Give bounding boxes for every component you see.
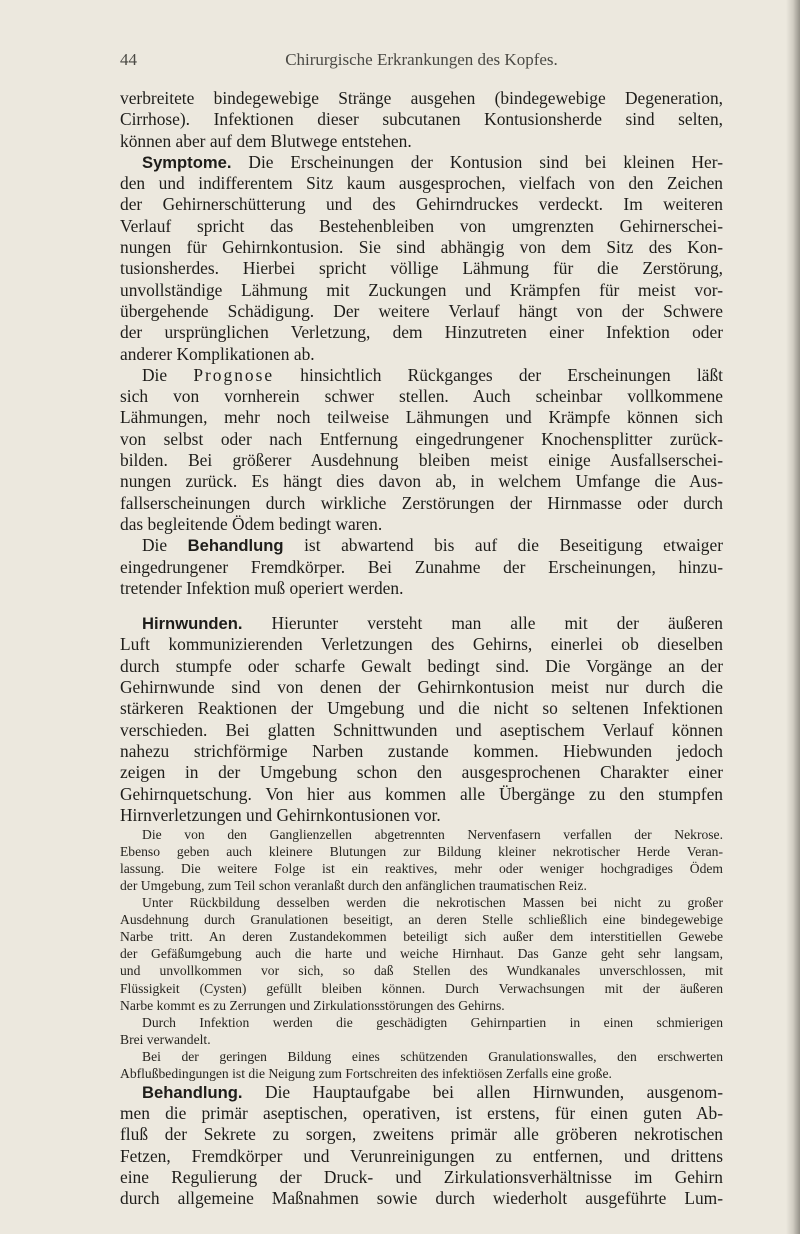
text-line: der ursprünglichen Verletzung, dem Hinzutreten einer Infektion oder xyxy=(120,322,723,343)
text-line: anderer Komplikationen ab. xyxy=(120,343,315,364)
smallprint-infektion-last xyxy=(120,1031,723,1048)
text-line: eingedrungener Fremdkörper. Bei Zunahme der Erscheinungen, hinzu- xyxy=(120,556,723,577)
text-line: Durch Infektion werden die geschädigten Gehirnpartien in einen schmierigen xyxy=(142,1014,723,1030)
smallprint-nekrose xyxy=(120,826,723,877)
text-line: stärkeren Reaktionen der Umgebung und die nicht so seltenen Infektionen xyxy=(120,698,723,719)
text-line: Ausdehnung durch Granulationen beseitigt, an deren Stelle schließlich eine bindegewebige xyxy=(120,912,723,928)
text-line: Die Hauptaufgabe bei allen Hirnwunden, ausgenom- xyxy=(242,1081,723,1102)
text-line: Hierunter versteht man alle mit der äußeren xyxy=(242,613,723,634)
paragraph-behandlung xyxy=(120,535,723,578)
page-header xyxy=(120,50,723,72)
paragraph-behandlung-hirnwunden xyxy=(120,1082,723,1210)
text-line: tusionsherdes. Hierbei spricht völlige Lähmung für die Zerstörung, xyxy=(120,258,723,279)
text-line: Luft kommunizierenden Verletzungen des Gehirns, einerlei ob dieselben xyxy=(120,634,723,655)
paragraph-intro-last xyxy=(120,131,723,152)
text-line: tretender Infektion muß operiert werden. xyxy=(120,577,404,598)
text-line: fallserscheinungen durch wirkliche Zerstörungen der Hirnmasse oder durch xyxy=(120,492,723,513)
text-line: verbreitete bindegewebige Stränge ausgehen (bindegewebige Degeneration, xyxy=(120,88,723,108)
text-line: Unter Rückbildung desselben werden die nekrotischen Massen bei nicht zu großer xyxy=(142,895,723,911)
text-line: ist abwartend bis auf die Beseitigung etwaiger xyxy=(283,535,723,556)
text-line: das begleitende Ödem bedingt waren. xyxy=(120,513,383,534)
text-line: der Gehirnerschütterung und des Gehirndruckes verdeckt. Im weiteren xyxy=(120,194,723,215)
text-line: Verlauf spricht das Bestehenbleiben von umgrenzten Gehirnerschei- xyxy=(120,215,723,236)
text-line: Gehirnquetschung. Von hier aus kommen alle Übergänge zu den stumpfen xyxy=(120,783,723,804)
paragraph-symptome-last xyxy=(120,344,723,365)
paragraph-hirnwunden xyxy=(120,613,723,805)
paragraph-behandlung-last xyxy=(120,578,723,599)
keyword-behandlung: Behandlung xyxy=(187,536,284,556)
text-line: Bei der geringen Bildung eines schützenden Granulationswalles, den erschwerten xyxy=(142,1048,723,1064)
text-line: verschieden. Bei glatten Schnittwunden und aseptischem Verlauf können xyxy=(120,719,723,740)
text-line: Flüssigkeit (Cysten) gefüllt bleiben können. Durch Verwachsungen mit der äußeren xyxy=(120,980,723,996)
text-line: zeigen in der Umgebung schon den ausgesprochenen Charakter einer xyxy=(120,762,723,783)
main-text xyxy=(120,88,723,1210)
heading-symptome: Symptome. xyxy=(142,152,232,172)
smallprint-infektion xyxy=(120,1014,723,1031)
text-line: nahezu strichförmige Narben zustande kommen. Hiebwunden jedoch xyxy=(120,740,723,761)
text-line: Gehirnwunde sind von denen der Gehirnkontusion meist nur durch die xyxy=(120,677,723,698)
paragraph-hirnwunden-last xyxy=(120,805,723,826)
text-line: Ebenso geben auch kleinere Blutungen zur Bildung kleiner nekrotischer Herde Veran- xyxy=(120,844,723,860)
keyword-prognose: Prognose xyxy=(193,364,275,385)
text-line: Narbe kommt es zu Zerrungen und Zirkulationsstörungen des Gehirns. xyxy=(120,997,505,1013)
text-line: Narbe tritt. An deren Zustandekommen beteiligt sich außer dem interstitiellen Gewebe xyxy=(120,929,723,945)
text-line: Hirnverletzungen und Gehirnkontusionen vor. xyxy=(120,804,441,825)
text-line: Die xyxy=(142,535,188,556)
text-line: Die von den Ganglienzellen abgetrennten Nervenfasern verfallen der Nekrose. xyxy=(142,827,723,843)
text-line: durch stumpfe oder scharfe Gewalt bedingt sind. Die Vorgänge an der xyxy=(120,655,723,676)
text-line: unvollständige Lähmung mit Zuckungen und Krämpfen für meist vor- xyxy=(120,279,723,300)
text-line: Abflußbedingungen ist die Neigung zum Fortschreiten des infektiösen Zerfalls eine große. xyxy=(120,1065,612,1081)
heading-behandlung: Behandlung. xyxy=(142,1082,243,1102)
text-line: Die Erscheinungen der Kontusion sind bei kleinen Her- xyxy=(231,151,723,172)
text-line: und unvollkommen vor sich, so daß Stellen des Wundkanales unverschlossen, mit xyxy=(120,963,723,979)
text-line: lassung. Die weitere Folge ist ein reaktives, mehr oder weniger hochgradiges Ödem xyxy=(120,861,723,877)
paragraph-prognose xyxy=(120,365,723,514)
text-line: von selbst oder nach Entfernung eingedrungener Knochensplitter zurück- xyxy=(120,428,723,449)
text-line: Brei verwandelt. xyxy=(120,1031,211,1047)
text-line: sich von vornherein schwer stellen. Auch scheinbar vollkommene xyxy=(120,386,723,407)
text-line: nungen für Gehirnkontusion. Sie sind abhängig von dem Sitz des Kon- xyxy=(120,237,723,258)
smallprint-rueckbildung-last xyxy=(120,997,723,1014)
text-line: den und indifferentem Sitz kaum ausgesprochen, vielfach von den Zeichen xyxy=(120,173,723,194)
paragraph-intro xyxy=(120,88,723,131)
smallprint-granulation-last xyxy=(120,1065,723,1082)
running-title: Chirurgische Erkrankungen des Kopfes. xyxy=(285,50,558,69)
text-line: Lähmungen, mehr noch teilweise Lähmungen und Krämpfe können sich xyxy=(120,407,723,428)
text-line: übergehende Schädigung. Der weitere Verlauf hängt von der Schwere xyxy=(120,300,723,321)
paragraph-symptome xyxy=(120,152,723,344)
text-line: der Umgebung, zum Teil schon veranlaßt durch den anfänglichen traumatischen Reiz. xyxy=(120,878,587,894)
text-line: der Gefäßumgebung auch die harte und weiche Hirnhaut. Das Ganze geht sehr langsam, xyxy=(120,946,723,962)
text-line: men die primär aseptischen, operativen, ist erstens, für einen guten Ab- xyxy=(120,1103,723,1124)
text-line: Cirrhose). Infektionen dieser subcutanen Kontusionsherde sind selten, xyxy=(120,109,723,130)
text-line: eine Regulierung der Druck- und Zirkulationsverhältnisse im Gehirn xyxy=(120,1166,723,1187)
page-edge-shadow xyxy=(786,0,800,1234)
text-line: bilden. Bei größerer Ausdehnung bleiben meist einige Ausfallserschei- xyxy=(120,450,723,471)
paragraph-prognose-last xyxy=(120,514,723,535)
smallprint-granulation xyxy=(120,1048,723,1065)
text-line: Fetzen, Fremdkörper und Verunreinigungen zu entfernen, und drittens xyxy=(120,1145,723,1166)
text-line: Die xyxy=(142,364,194,385)
smallprint-rueckbildung xyxy=(120,894,723,996)
text-line: fluß der Sekrete zu sorgen, zweitens primär alle gröberen nekrotischen xyxy=(120,1124,723,1145)
text-line: können aber auf dem Blutwege entstehen. xyxy=(120,130,412,151)
text-line: hinsichtlich Rückganges der Erscheinungen läßt xyxy=(274,364,723,385)
text-line: nungen zurück. Es hängt dies davon ab, in welchem Umfange die Aus- xyxy=(120,471,723,492)
text-line: durch allgemeine Maßnahmen sowie durch wiederholt ausgeführte Lum- xyxy=(120,1188,723,1209)
heading-hirnwunden: Hirnwunden. xyxy=(142,614,243,634)
page-number: 44 xyxy=(120,50,137,69)
smallprint-nekrose-last xyxy=(120,877,723,894)
